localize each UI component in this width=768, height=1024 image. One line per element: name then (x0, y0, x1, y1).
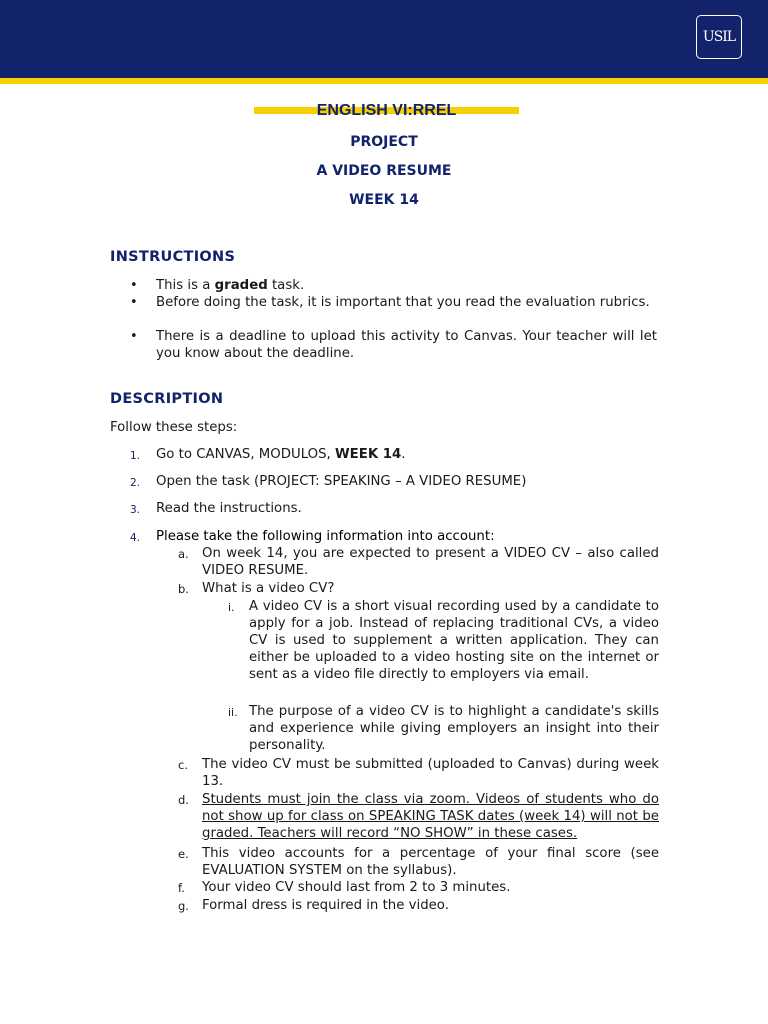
description-heading: DESCRIPTION (110, 391, 224, 407)
bullet-icon: • (130, 278, 138, 293)
header-banner (0, 0, 768, 78)
header-accent-stripe (0, 78, 768, 84)
usil-logo: USIL (696, 15, 742, 59)
instructions-heading: INSTRUCTIONS (110, 249, 236, 265)
description-intro: Follow these steps: (110, 420, 238, 435)
project-label: PROJECT (350, 134, 418, 150)
project-name: A VIDEO RESUME (316, 163, 452, 179)
bullet-icon: • (130, 329, 138, 344)
week-label: WEEK 14 (349, 192, 419, 208)
no-show-warning: Students must join the class via zoom. Videos of students who do not show up for class on SPEAKING TASK dates (week 14) will not be graded. Teachers will record “NO SHOW” in these cases. (202, 792, 659, 841)
document-title-block (254, 100, 519, 122)
document-title: ENGLISH VI:RREL (316, 102, 457, 119)
bullet-icon: • (130, 295, 138, 310)
